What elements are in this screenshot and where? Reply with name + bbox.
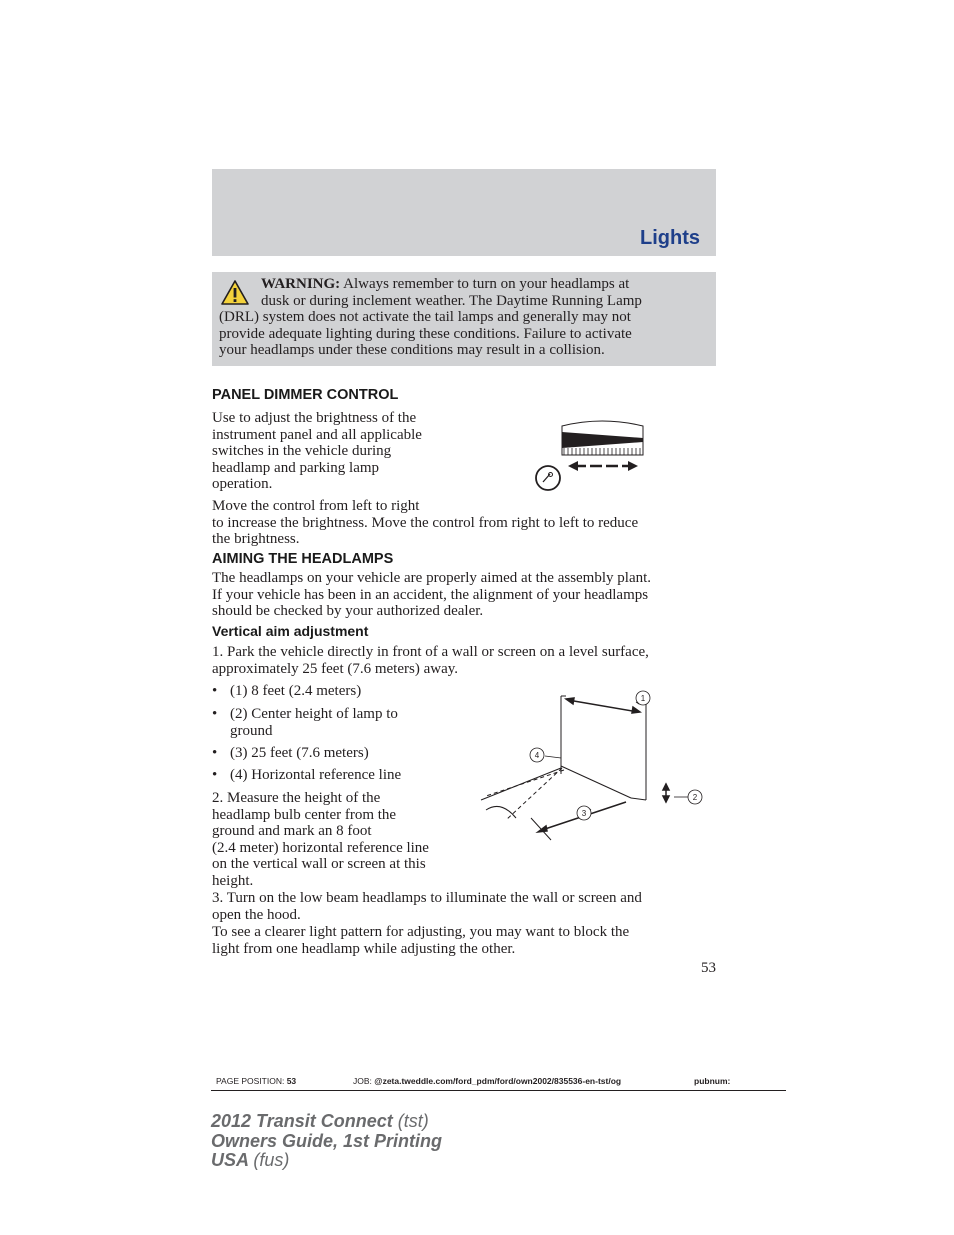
warning-line: provide adequate lighting during these conditions. Failure to activate: [219, 325, 632, 342]
text-line: If your vehicle has been in an accident, the alignment of your headlamps: [212, 586, 649, 603]
callout-label-3: 3: [581, 809, 587, 818]
footer-pubnum: pubnum:: [694, 1076, 731, 1086]
footer-divider: [211, 1090, 786, 1091]
footer-value: 53: [286, 1076, 297, 1086]
callout-label-2: 2: [692, 793, 698, 802]
text-line: To see a clearer light pattern for adjusting, you may want to block the: [212, 924, 630, 940]
text-line: (2) Center height of lamp to: [230, 706, 398, 722]
bullet-dot: •: [212, 683, 218, 699]
double-arrow-icon: [568, 461, 638, 471]
vertical-aim-subheading: Vertical aim adjustment: [212, 623, 369, 639]
text-line: switches in the vehicle during: [212, 443, 392, 459]
warning-line: your headlamps under these conditions may result in a collision.: [219, 342, 605, 358]
text-line: to increase the brightness. Move the control from right to left to reduce: [212, 514, 639, 531]
warning-label: WARNING:: [261, 276, 341, 292]
text-line: operation.: [212, 476, 273, 492]
warning-text: [219, 276, 709, 359]
list-item-text: (1) 8 feet (2.4 meters): [230, 683, 362, 699]
list-item-text: (3) 25 feet (7.6 meters): [230, 745, 369, 761]
gauge-icon: [536, 466, 560, 490]
aiming-heading: AIMING THE HEADLAMPS: [212, 551, 394, 567]
guide-edition: Owners Guide, 1st Printing: [211, 1130, 443, 1151]
panel-dimmer-move-paragraph: [212, 498, 717, 548]
text-line: on the vertical wall or screen at this: [212, 856, 426, 872]
bullet-dot: •: [212, 745, 218, 761]
footer-job: [353, 1076, 621, 1086]
text-line: open the hood.: [212, 906, 301, 923]
text-line: Use to adjust the brightness of the: [212, 410, 417, 426]
text-line: ground and mark an 8 foot: [212, 823, 372, 839]
text-line: light from one headlamp while adjusting the other.: [212, 940, 516, 957]
dimmer-control-illustration: [530, 418, 650, 492]
footer-label: JOB:: [353, 1076, 372, 1086]
text-line: The headlamps on your vehicle are properly aimed at the assembly plant.: [212, 570, 652, 586]
headlamp-aiming-diagram: [476, 688, 706, 850]
panel-dimmer-paragraph: [212, 410, 472, 493]
market: USA: [211, 1150, 249, 1170]
callout-label-1: 1: [640, 694, 646, 703]
warning-line: (DRL) system does not activate the tail lamps and generally may not: [219, 309, 631, 325]
aiming-paragraph: [212, 570, 722, 620]
bullet-dot: •: [212, 706, 218, 722]
warning-line: Always remember to turn on your headlamps at: [343, 276, 630, 292]
text-line: should be checked by your authorized dealer.: [212, 603, 484, 619]
text-line: Move the control from left to right: [212, 498, 420, 514]
footer-model-info: [211, 1112, 442, 1171]
bullet-dot: •: [212, 767, 218, 783]
section-header-band: [212, 169, 716, 256]
text-line: headlamp bulb center from the: [212, 806, 397, 823]
text-line: 3. Turn on the low beam headlamps to illuminate the wall or screen and: [212, 890, 642, 906]
text-line: 1. Park the vehicle directly in front of a wall or screen on a level surface,: [212, 644, 649, 660]
model-code: (tst): [397, 1111, 429, 1131]
text-line: headlamp and parking lamp: [212, 459, 380, 476]
text-line: approximately 25 feet (7.6 meters) away.: [212, 660, 459, 677]
footer-label: PAGE POSITION:: [216, 1076, 285, 1086]
text-line: height.: [212, 872, 254, 889]
text-line: instrument panel and all applicable: [212, 426, 422, 443]
tip-paragraph: [212, 924, 722, 957]
text-line: the brightness.: [212, 531, 300, 547]
list-item-text: (4) Horizontal reference line: [230, 767, 402, 783]
callout-label-4: 4: [534, 751, 540, 760]
step2-paragraph: [212, 790, 477, 889]
text-line: 2. Measure the height of the: [212, 790, 381, 806]
market-code: (fus): [253, 1150, 290, 1170]
panel-dimmer-heading: PANEL DIMMER CONTROL: [212, 387, 399, 403]
section-title: Lights: [640, 227, 700, 249]
list-item: [212, 706, 472, 740]
model-name: 2012 Transit Connect: [211, 1111, 393, 1131]
list-item-text: [230, 706, 470, 739]
step1-paragraph: [212, 644, 722, 677]
text-line: (2.4 meter) horizontal reference line: [212, 839, 429, 856]
warning-line: dusk or during inclement weather. The Daytime Running Lamp: [261, 292, 642, 309]
footer-value: @zeta.tweddle.com/ford_pdm/ford/own2002/835536-en-tst/og: [374, 1076, 622, 1086]
page-number: 53: [701, 960, 716, 976]
footer-page-position: [216, 1076, 296, 1086]
step3-paragraph: [212, 890, 722, 923]
warning-box: [212, 272, 716, 366]
text-line: ground: [230, 722, 273, 739]
